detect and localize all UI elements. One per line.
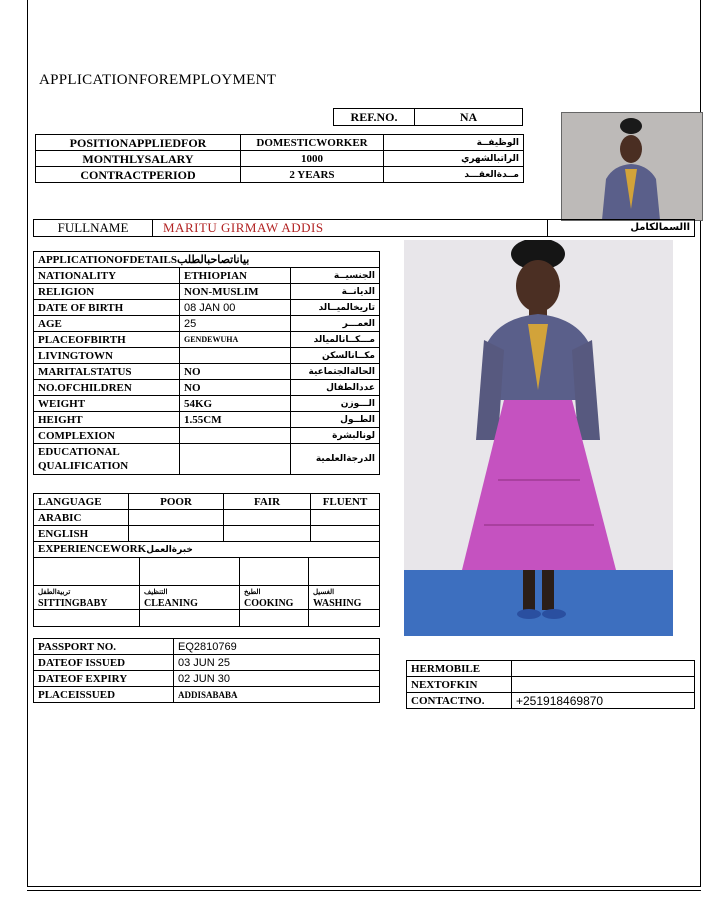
details-label: EDUCATIONAL QUALIFICATION [34, 444, 180, 475]
passport-value: 02 JUN 30 [174, 671, 380, 687]
details-value: 54KG [180, 396, 291, 412]
position-value: 1000 [241, 151, 384, 167]
position-table [35, 134, 524, 183]
contact-row [407, 661, 695, 677]
language-cell [129, 510, 224, 526]
details-label: LIVINGTOWN [34, 348, 180, 364]
language-row [34, 510, 380, 526]
contact-label: HERMOBILE [407, 661, 512, 677]
skill-cell [240, 586, 309, 610]
position-label: CONTRACTPERIOD [36, 167, 241, 183]
details-label: PLACEOFBIRTH [34, 332, 180, 348]
language-cell [224, 510, 311, 526]
details-value: 08 JAN 00 [180, 300, 291, 316]
details-arabic: الديانــة [291, 284, 380, 300]
contact-row [407, 693, 695, 709]
skill-label: COOKING [244, 597, 294, 609]
contact-label: NEXTOFKIN [407, 677, 512, 693]
fullname-label: FULLNAME [34, 220, 153, 237]
passport-label: PLACEISSUED [34, 687, 174, 703]
details-arabic: الحالةالجتماعية [291, 364, 380, 380]
details-arabic: الـــوزن [291, 396, 380, 412]
details-arabic: عددالطفال [291, 380, 380, 396]
details-value: ETHIOPIAN [180, 268, 291, 284]
skill-cell [34, 586, 140, 610]
position-label: POSITIONAPPLIEDFOR [36, 135, 241, 151]
details-arabic: العمـــر [291, 316, 380, 332]
details-arabic: الطــول [291, 412, 380, 428]
contact-table [406, 660, 695, 709]
frame-bottom-line [27, 886, 701, 891]
language-cell [311, 526, 380, 542]
skill-cell [309, 586, 380, 610]
language-cell [311, 510, 380, 526]
language-table [33, 493, 380, 542]
details-value: 1.55CM [180, 412, 291, 428]
passport-row [34, 639, 380, 655]
details-row [34, 332, 380, 348]
ref-label: REF.NO. [334, 109, 415, 126]
details-label: NO.OFCHILDREN [34, 380, 180, 396]
details-arabic: مـــكــانالميالد [291, 332, 380, 348]
details-header: APPLICATIONOFDETAILSبياناتصاحبالطلب [34, 252, 380, 268]
details-value [180, 428, 291, 444]
details-label: AGE [34, 316, 180, 332]
applicant-photo-small [561, 112, 703, 221]
details-arabic: الجنسيــة [291, 268, 380, 284]
details-row [34, 380, 380, 396]
fullname-table [33, 219, 695, 237]
contact-label: CONTACTNO. [407, 693, 512, 709]
passport-value: ADDISABABA [174, 687, 380, 703]
passport-value: EQ2810769 [174, 639, 380, 655]
details-label: HEIGHT [34, 412, 180, 428]
skill-arabic: الطبخ [244, 587, 261, 596]
position-arabic: الراتبالشهري [384, 151, 524, 167]
details-row [34, 284, 380, 300]
contact-value [512, 677, 695, 693]
passport-value: 03 JUN 25 [174, 655, 380, 671]
language-header: FLUENT [311, 494, 380, 510]
language-row [34, 526, 380, 542]
position-arabic: الوظيفــة [384, 135, 524, 151]
passport-label: DATEOF EXPIRY [34, 671, 174, 687]
position-row [36, 151, 524, 167]
details-value: 25 [180, 316, 291, 332]
details-row [34, 316, 380, 332]
details-row [34, 364, 380, 380]
ref-table [333, 108, 523, 126]
details-value: NO [180, 380, 291, 396]
skill-cell [140, 586, 240, 610]
experience-table [33, 541, 380, 627]
skill-arabic: تربيةالطفل [38, 587, 71, 596]
position-row [36, 167, 524, 183]
language-cell [224, 526, 311, 542]
passport-label: PASSPORT NO. [34, 639, 174, 655]
position-row [36, 135, 524, 151]
fullname-value: MARITU GIRMAW ADDIS [153, 220, 548, 237]
experience-header [34, 542, 380, 558]
details-arabic: الدرجةالعلمية [291, 444, 380, 475]
experience-arabic: خبرةالعمل [146, 545, 193, 555]
experience-label: EXPERIENCEWORK [38, 543, 147, 555]
details-value: GENDEWUHA [180, 332, 291, 348]
skills-blank-row [34, 610, 380, 627]
form-title: APPLICATIONFOREMPLOYMENT [39, 72, 277, 88]
position-label: MONTHLYSALARY [36, 151, 241, 167]
skill-arabic: التنظيف [144, 587, 168, 596]
language-header: LANGUAGE [34, 494, 129, 510]
applicant-photo-full [404, 240, 673, 636]
details-arabic: مكــانالسكن [291, 348, 380, 364]
experience-blank-row [34, 558, 380, 586]
details-arabic: تاريخالميــالد [291, 300, 380, 316]
details-row [34, 396, 380, 412]
skill-arabic: الغسيل [313, 587, 335, 596]
position-arabic: مــدةالعقـــد [384, 167, 524, 183]
passport-row [34, 655, 380, 671]
language-header: POOR [129, 494, 224, 510]
details-value [180, 348, 291, 364]
details-row [34, 444, 380, 475]
position-value: DOMESTICWORKER [241, 135, 384, 151]
contact-row [407, 677, 695, 693]
ref-value: NA [415, 109, 523, 126]
skills-row [34, 586, 380, 610]
passport-table [33, 638, 380, 703]
details-value [180, 444, 291, 475]
skill-label: CLEANING [144, 597, 198, 609]
position-value: 2 YEARS [241, 167, 384, 183]
details-label: WEIGHT [34, 396, 180, 412]
details-row [34, 412, 380, 428]
passport-row [34, 671, 380, 687]
fullname-arabic: االسمالكامل [548, 220, 695, 237]
frame-left-line [27, 0, 28, 887]
details-row [34, 300, 380, 316]
skill-label: SITTINGBABY [38, 597, 108, 609]
language-name: ENGLISH [34, 526, 129, 542]
details-row [34, 428, 380, 444]
skill-label: WASHING [313, 597, 362, 609]
details-row [34, 268, 380, 284]
details-arabic: لونالبشرة [291, 428, 380, 444]
details-label: COMPLEXION [34, 428, 180, 444]
contact-value [512, 661, 695, 677]
passport-label: DATEOF ISSUED [34, 655, 174, 671]
details-label: NATIONALITY [34, 268, 180, 284]
language-header: FAIR [224, 494, 311, 510]
details-value: NON-MUSLIM [180, 284, 291, 300]
details-label: MARITALSTATUS [34, 364, 180, 380]
details-label: DATE OF BIRTH [34, 300, 180, 316]
details-value: NO [180, 364, 291, 380]
details-table [33, 251, 380, 475]
details-row [34, 348, 380, 364]
language-cell [129, 526, 224, 542]
passport-row [34, 687, 380, 703]
contact-value: +251918469870 [512, 693, 695, 709]
details-label: RELIGION [34, 284, 180, 300]
language-name: ARABIC [34, 510, 129, 526]
